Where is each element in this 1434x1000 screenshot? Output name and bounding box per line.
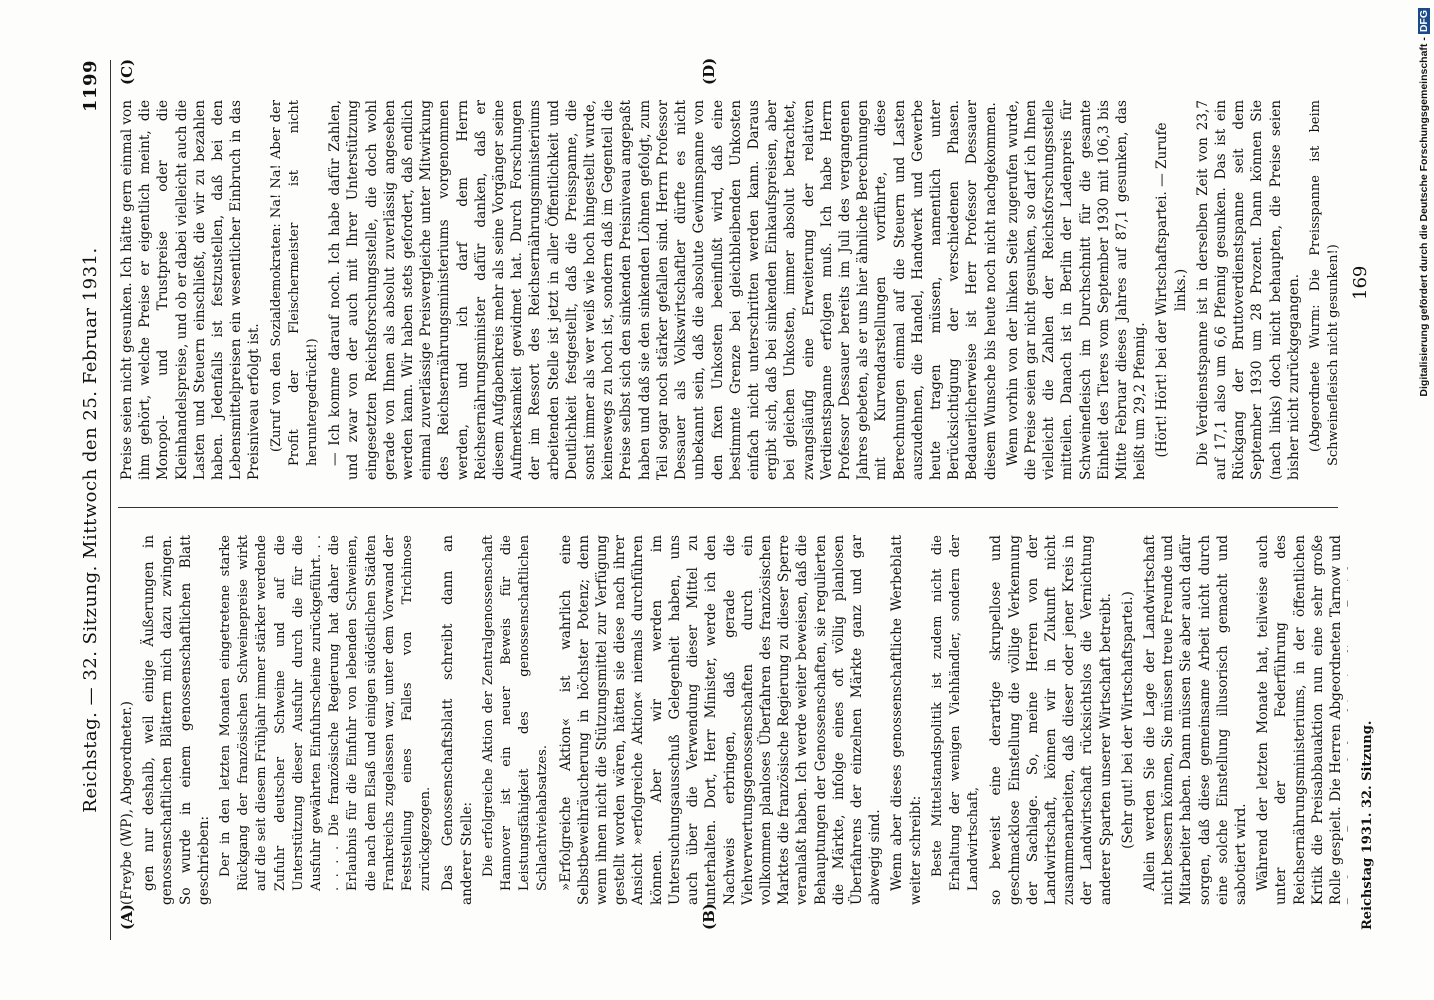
footer-note: Reichstag 1931. 32. Sitzung. bbox=[1360, 720, 1375, 930]
signature-number: 169 bbox=[1350, 265, 1371, 300]
margin-mark-b: (B) bbox=[700, 903, 718, 930]
left-column-block-8: so beweist eine derartige skrupellose und geschmacklose Einstellung die völlige Verkennung der Sachlage. So, meine Herren von der Landwirtschaft, können wir in Zukunft nicht zusammenarbeiten, daß dieser oder jener Kreis in der Landwirtschaft rücksichtslos die Vernichtung anderer Sparten unserer Wirtschaft betreibt. bbox=[988, 535, 1114, 905]
right-column-block-4: (Hört! Hört! bei der Wirtschaftspartei. — Zurufe links.) bbox=[1154, 122, 1189, 458]
left-column-block-5: »Erfolgreiche Aktion« ist wahrlich eine Selbstbeweihräucherung in höchster Potenz; denn wenn ihnen nicht die Stützungsmittel zur Verfügung gestellt worden wären, hätten sie diese nach ihrer Ansicht »erfolgreiche Aktion« niemals durchführen können. Aber wir werden im Untersuchungsausschuß Gelegenheit haben, uns auch über die Verwendung dieser Mittel zu unterhalten. Dort, Herr Minister, werde ich den Nachweis erbringen, daß gerade die Viehverwertungsgenossenschaften durch ein vollkommen planloses Überfahren des französischen Marktes die französische Regierung zu dieser Sperre veranlaßt haben. Ich werde weiter beweisen, daß die Behauptungen der Genossenschaften, sie regulierten die Märkte, infolge eines oft völlig planlosen Überfahrens der einzelnen Märkte ganz und gar abwegig sind. bbox=[557, 535, 884, 905]
dfg-logo: DFG bbox=[1418, 10, 1430, 33]
right-column-block-5: Die Verdienstspanne ist in derselben Zeit von 23,7 auf 17,1 also um 6,6 Pfennig gesunken. Das ist ein Rückgang der Bruttoverdienstspanne seit dem September 1930 um 28 Prozent. Dann können Sie (nach links) doch nicht behaupten, die Preise seien bisher nicht zurückgegangen. bbox=[1194, 100, 1302, 480]
right-column-block-2: — Ich komme darauf noch. Ich habe dafür Zahlen, und zwar von der auch mit Ihrer Unterstützung eingesetzten Reichsforschungsstelle, die doch wohl gerade von Ihnen als absolut zuverlässig angesehen werden kann. Wir haben stets gefordert, daß endlich einmal zuverlässige Preisvergleiche unter Mitwirkung des Reichsernährungsministeriums vorgenommen werden, und ich darf dem Herrn Reichsernährungsminister dafür danken, daß er diesem Aufgabenkreis mehr als seine Vorgänger seine Aufmerksamkeit gewidmet hat. Durch Forschungen der im Ressort des Reichsernährungsministeriums arbeitenden Stelle ist jetzt in aller Öffentlichkeit und Deutlichkeit festgestellt, daß die Preisspanne, die sonst immer als wer weiß wie hoch hingestellt wurde, keineswegs zu hoch ist, sondern daß im Gegenteil die Preise selbst sich den sinkenden Preisniveau angepaßt haben und daß sie den sinkenden Löhnen gefolgt, zum Teil sogar noch stärker gefallen sind. Herrn Professor Dessauer als Volkswirtschaftler dürfte es nicht unbekannt sein, daß die absolute Gewinnspanne von den fixen Unkosten beeinflußt wird, daß eine bestimmte Grenze bei gleichbleibenden Unkosten einfach nicht unterschritten werden kann. Daraus ergibt sich, daß bei sinkenden Einkaufspreisen, aber bei gleichen Unkosten, immer absolut betrachtet, zwangsläufig eine Erweiterung der relativen Verdienstspanne erfolgen muß. Ich habe Herrn Professor Dessauer bereits im Juli des vergangenen Jahres gebeten, als er uns hier ähnliche Berechnungen mit Kurvendarstellungen vorführte, diese Berechnungen einmal auf die Steuern und Lasten auszudehnen, die Handel, Handwerk und Gewerbe heute tragen müssen, namentlich unter Berücksichtigung der verschiedenen Phasen. Bedauerlicherweise ist Herr Professor Dessauer diesem Wunsche bis heute noch nicht nachgekommen. bbox=[327, 100, 999, 480]
left-column-block-4: Die erfolgreiche Aktion der Zentralgenossenschaft Hannover ist ein neuer Beweis für die Leistungsfähigkeit des genossenschaftlichen Schlachtviehabsatzes. bbox=[480, 535, 551, 891]
left-column-block-6: Wenn aber dieses genossenschaftliche Werbeblatt weiter schreibt: bbox=[889, 535, 924, 905]
left-column-block-11: Während der letzten Monate hat, teilweise auch unter der Federführung des Reichsernährungsministeriums, in der öffentlichen Kritik die Preisabbauaktion nun eine sehr große Rolle gespielt. Die Herren Abgeordneten Tarnow und bbox=[1255, 535, 1344, 905]
left-column-block-10: Allein werden Sie die Lage der Landwirtschaft nicht bessern können, Sie müssen treue Freunde und Mitarbeiter haben. Dann müssen Sie aber auch dafür sorgen, daß diese gemeinsame Arbeit nicht durch eine solche Einstellung illusorisch gemacht und sabotiert wird. bbox=[1141, 535, 1249, 905]
left-column-block-3: Das Genossenschaftsblatt schreibt dann an anderer Stelle: bbox=[440, 535, 475, 905]
margin-mark-a: (A) bbox=[118, 904, 136, 930]
page-number: 1199 bbox=[80, 60, 101, 113]
running-header bbox=[80, 60, 110, 940]
right-column-block-0: Preise seien nicht gesunken. Ich hätte gern einmal von ihm gehört, welche Preise er eigentlich meint, die Monopol- und Trustpreise oder die Kleinhandelspreise, und ob er dabei vielleicht auch die Lasten und Steuern einschließt, die wir zu bezahlen haben. Jedenfalls ist festzustellen, daß bei den Lebensmittelpreisen ein wesentlicher Einbruch in das Preisniveau erfolgt ist. bbox=[119, 100, 263, 480]
margin-mark-c: (C) bbox=[118, 58, 136, 85]
left-column-block-9: (Sehr gut! bei der Wirtschaftspartei.) bbox=[1119, 591, 1136, 849]
left-column-block-7: Beste Mittelstandspolitik ist zudem nicht die Erhaltung der wenigen Viehhändler, sondern der Landwirtschaft, bbox=[929, 535, 982, 891]
header-rule bbox=[110, 60, 111, 940]
left-column-block-0: (Freybe (WP), Abgeordneter.) bbox=[119, 701, 135, 905]
left-column-block-1: gen nur deshalb, weil einige Äußerungen in genossenschaftlichen Blättern mich dazu zwingen. So wurde in einem genossenschaftlichen Blatt geschrieben: bbox=[141, 535, 212, 905]
right-column-block-6: (Abgeordnete Wurm: Die Preisspanne ist beim Schweinefleisch nicht gesunken!) bbox=[1308, 100, 1342, 466]
right-column-block-3: Wenn vorhin von der linken Seite zugerufen wurde, die Preise seien gar nicht gesunken, so darf ich Ihnen vielleicht die Zahlen der Reichsforschungsstelle mitteilen. Danach ist in Berlin der Ladenpreis für Schweinefleisch im Durchschnitt für die gesamte Einheit des Tieres vom September 1930 mit 106,3 bis Mitte Februar dieses Jahres auf 87,1 gesunken, das heißt um 29,2 Pfennig. bbox=[1004, 100, 1149, 480]
sidebar-credit-strip bbox=[1418, 8, 1434, 988]
right-column bbox=[118, 100, 1348, 480]
left-column-block-2: Der in den letzten Monaten eingetretene starke Rückgang der französischen Schweinepreise wirkt auf die seit diesem Frühjahr immer stärker werdende Zufuhr deutscher Schweine und auf die Unterstützung dieser Ausfuhr durch die für die Ausfuhr gewährten Einfuhrscheine zurückgeführt. . . . . . . Die französische Regierung hat daher die Erlaubnis für die Einfuhr von lebenden Schweinen, die nach dem Elsaß und einigen südöstlichen Städten Frankreichs zugelassen war, unter dem Vorwand der Feststellung eines Falles von Trichinose zurückgezogen. bbox=[218, 535, 434, 891]
sidebar-credit-rotated bbox=[1418, 8, 1434, 988]
sidebar-credit-text: Digitalisierung gefördert durch die Deutsche Forschungsgemeinschaft - bbox=[1418, 37, 1430, 397]
right-column-block-1: (Zuruf von den Sozialdemokraten: Na! Na! Aber der Profit der Fleischermeister ist nicht heruntergedrückt!) bbox=[268, 100, 321, 466]
header-title: Reichstag. — 32. Sitzung. Mittwoch den 25. Februar 1931. bbox=[80, 247, 101, 813]
column-divider bbox=[118, 507, 1338, 508]
margin-mark-d: (D) bbox=[700, 57, 718, 85]
left-column bbox=[118, 535, 1348, 905]
